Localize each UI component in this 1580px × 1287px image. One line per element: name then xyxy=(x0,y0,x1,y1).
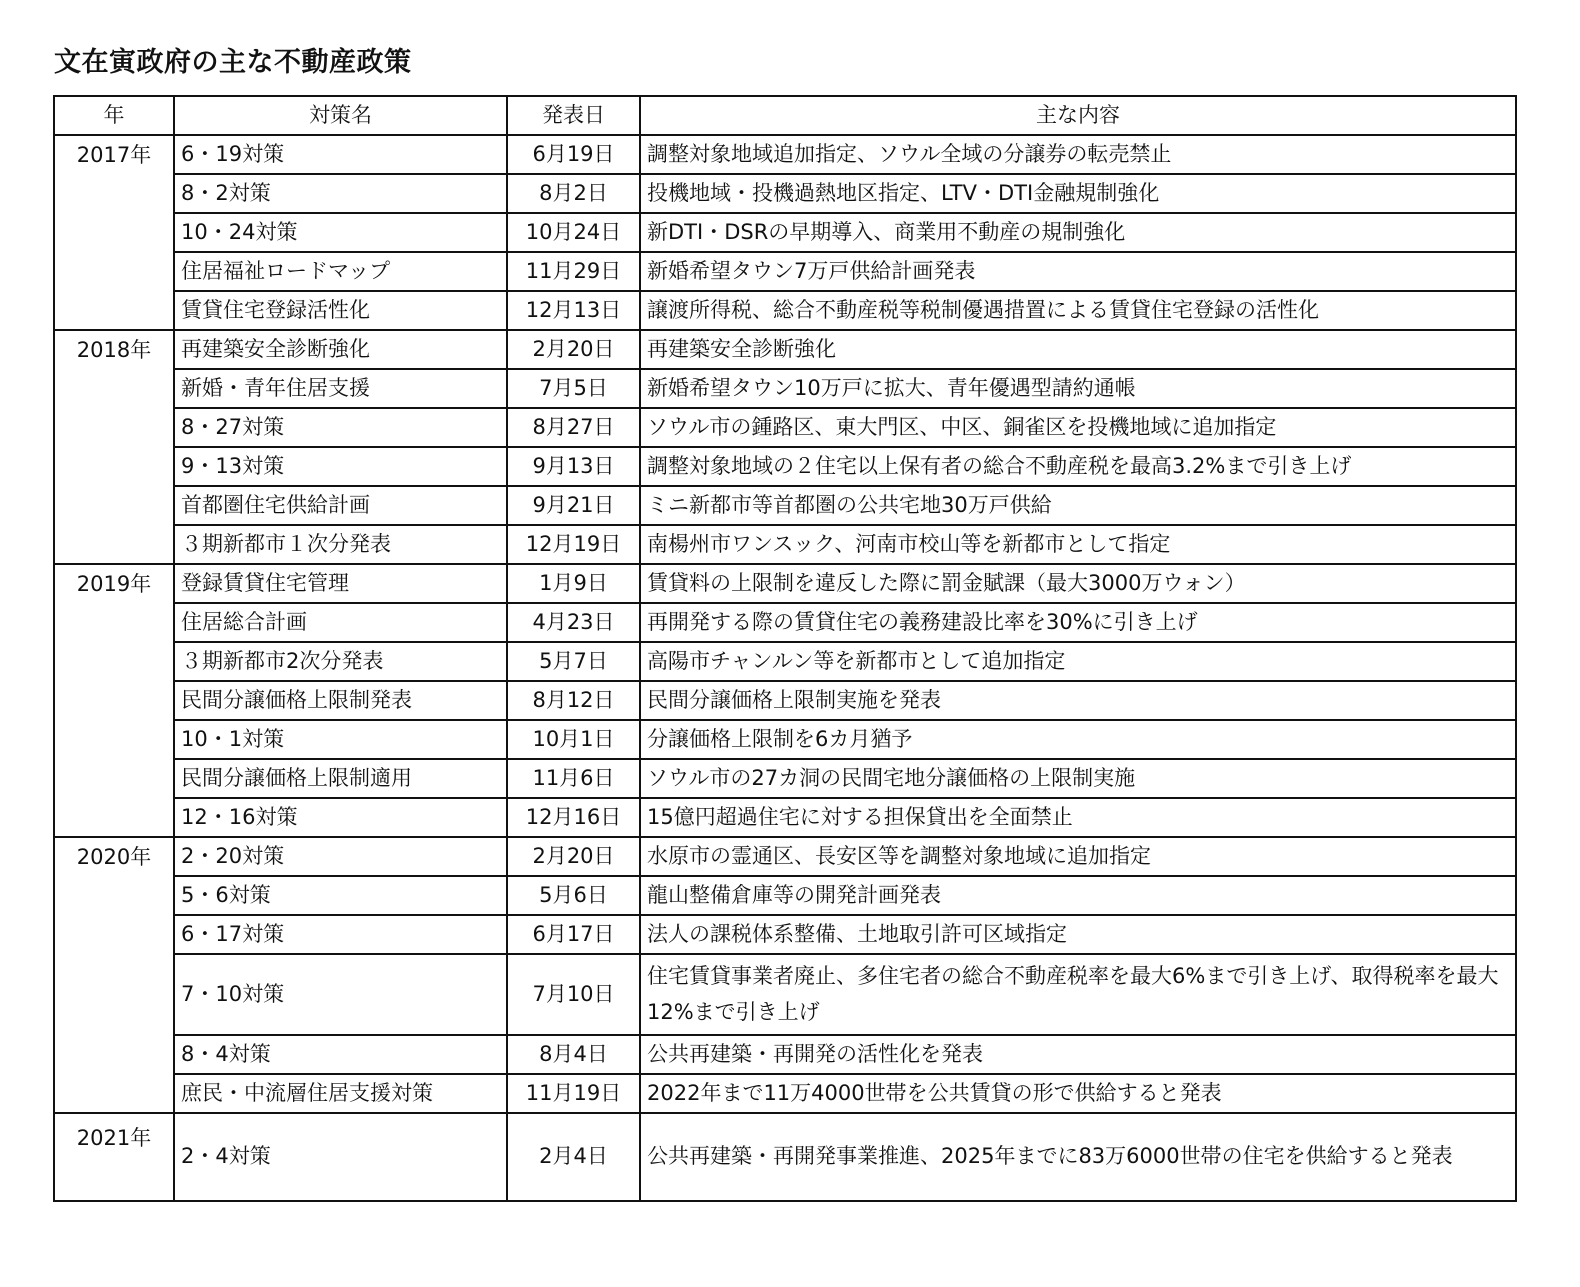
date-cell: 11月6日 xyxy=(507,759,640,798)
policy-name-cell: 8・2対策 xyxy=(174,174,507,213)
date-cell: 6月19日 xyxy=(507,135,640,174)
date-cell: 8月27日 xyxy=(507,408,640,447)
content-cell: 投機地域・投機過熱地区指定、LTV・DTI金融規制強化 xyxy=(640,174,1516,213)
content-cell: 住宅賃貸事業者廃止、多住宅者の総合不動産税率を最大6%まで引き上げ、取得税率を最大12%まで引き上げ xyxy=(640,954,1516,1035)
policy-name-cell: 12・16対策 xyxy=(174,798,507,837)
table-row xyxy=(54,369,1516,408)
table-row xyxy=(54,486,1516,525)
table-row xyxy=(54,642,1516,681)
policy-name-cell: 登録賃貸住宅管理 xyxy=(174,564,507,603)
header-date: 発表日 xyxy=(507,96,640,135)
policy-table xyxy=(53,95,1517,1202)
table-row xyxy=(54,525,1516,564)
policy-name-cell: 再建築安全診断強化 xyxy=(174,330,507,369)
content-cell: 新婚希望タウン10万戸に拡大、青年優遇型請約通帳 xyxy=(640,369,1516,408)
policy-name-cell: 庶民・中流層住居支援対策 xyxy=(174,1074,507,1113)
date-cell: 2月20日 xyxy=(507,330,640,369)
table-row xyxy=(54,759,1516,798)
policy-name-cell: 住居福祉ロードマップ xyxy=(174,252,507,291)
policy-name-cell: 首都圏住宅供給計画 xyxy=(174,486,507,525)
content-cell: ミニ新都市等首都圏の公共宅地30万戸供給 xyxy=(640,486,1516,525)
policy-name-cell: 住居総合計画 xyxy=(174,603,507,642)
table-row xyxy=(54,135,1516,174)
table-row xyxy=(54,1035,1516,1074)
date-cell: 12月19日 xyxy=(507,525,640,564)
table-row xyxy=(54,603,1516,642)
content-cell: 法人の課税体系整備、土地取引許可区域指定 xyxy=(640,915,1516,954)
content-cell: 2022年まで11万4000世帯を公共賃貸の形で供給すると発表 xyxy=(640,1074,1516,1113)
date-cell: 11月29日 xyxy=(507,252,640,291)
header-row xyxy=(54,96,1516,135)
table-row xyxy=(54,213,1516,252)
header-policy-name: 対策名 xyxy=(174,96,507,135)
table-row xyxy=(54,798,1516,837)
content-cell: 賃貸料の上限制を違反した際に罰金賦課（最大3000万ウォン） xyxy=(640,564,1516,603)
date-cell: 8月2日 xyxy=(507,174,640,213)
year-cell: 2018年 xyxy=(54,330,174,564)
date-cell: 6月17日 xyxy=(507,915,640,954)
policy-name-cell: 民間分譲価格上限制発表 xyxy=(174,681,507,720)
date-cell: 12月13日 xyxy=(507,291,640,330)
table-row xyxy=(54,408,1516,447)
year-cell: 2021年 xyxy=(54,1113,174,1201)
content-cell: 分譲価格上限制を6カ月猶予 xyxy=(640,720,1516,759)
table-row xyxy=(54,681,1516,720)
content-cell: 水原市の霊通区、長安区等を調整対象地域に追加指定 xyxy=(640,837,1516,876)
policy-name-cell: ３期新都市2次分発表 xyxy=(174,642,507,681)
date-cell: 10月24日 xyxy=(507,213,640,252)
table-row xyxy=(54,330,1516,369)
content-cell: 15億円超過住宅に対する担保貸出を全面禁止 xyxy=(640,798,1516,837)
content-cell: 再建築安全診断強化 xyxy=(640,330,1516,369)
table-row xyxy=(54,291,1516,330)
policy-name-cell: 6・19対策 xyxy=(174,135,507,174)
content-cell: 新婚希望タウン7万戸供給計画発表 xyxy=(640,252,1516,291)
policy-name-cell: 10・1対策 xyxy=(174,720,507,759)
content-cell: 公共再建築・再開発の活性化を発表 xyxy=(640,1035,1516,1074)
table-row xyxy=(54,252,1516,291)
content-cell: 南楊州市ワンスック、河南市校山等を新都市として指定 xyxy=(640,525,1516,564)
table-row xyxy=(54,837,1516,876)
date-cell: 10月1日 xyxy=(507,720,640,759)
date-cell: 1月9日 xyxy=(507,564,640,603)
table-row xyxy=(54,174,1516,213)
content-cell: ソウル市の27カ洞の民間宅地分譲価格の上限制実施 xyxy=(640,759,1516,798)
policy-name-cell: 8・27対策 xyxy=(174,408,507,447)
date-cell: 5月6日 xyxy=(507,876,640,915)
content-cell: 公共再建築・再開発事業推進、2025年までに83万6000世帯の住宅を供給すると発表 xyxy=(640,1113,1516,1201)
date-cell: 2月20日 xyxy=(507,837,640,876)
content-cell: ソウル市の鍾路区、東大門区、中区、銅雀区を投機地域に追加指定 xyxy=(640,408,1516,447)
year-cell: 2020年 xyxy=(54,837,174,1113)
date-cell: 5月7日 xyxy=(507,642,640,681)
content-cell: 再開発する際の賃貸住宅の義務建設比率を30%に引き上げ xyxy=(640,603,1516,642)
content-cell: 民間分譲価格上限制実施を発表 xyxy=(640,681,1516,720)
table-row xyxy=(54,876,1516,915)
policy-name-cell: 賃貸住宅登録活性化 xyxy=(174,291,507,330)
header-content: 主な内容 xyxy=(640,96,1516,135)
table-row xyxy=(54,447,1516,486)
content-cell: 調整対象地域追加指定、ソウル全域の分譲券の転売禁止 xyxy=(640,135,1516,174)
policy-name-cell: 6・17対策 xyxy=(174,915,507,954)
page-title: 文在寅政府の主な不動産政策 xyxy=(54,47,412,78)
table-row xyxy=(54,564,1516,603)
content-cell: 龍山整備倉庫等の開発計画発表 xyxy=(640,876,1516,915)
date-cell: 12月16日 xyxy=(507,798,640,837)
table-row xyxy=(54,1113,1516,1201)
table-row xyxy=(54,1074,1516,1113)
date-cell: 9月21日 xyxy=(507,486,640,525)
date-cell: 4月23日 xyxy=(507,603,640,642)
policy-name-cell: 2・4対策 xyxy=(174,1113,507,1201)
table-row xyxy=(54,954,1516,1035)
date-cell: 11月19日 xyxy=(507,1074,640,1113)
date-cell: 8月12日 xyxy=(507,681,640,720)
content-cell: 新DTI・DSRの早期導入、商業用不動産の規制強化 xyxy=(640,213,1516,252)
policy-name-cell: ３期新都市１次分発表 xyxy=(174,525,507,564)
date-cell: 7月5日 xyxy=(507,369,640,408)
date-cell: 7月10日 xyxy=(507,954,640,1035)
table-row xyxy=(54,915,1516,954)
policy-name-cell: 10・24対策 xyxy=(174,213,507,252)
year-cell: 2017年 xyxy=(54,135,174,330)
policy-name-cell: 9・13対策 xyxy=(174,447,507,486)
policy-name-cell: 2・20対策 xyxy=(174,837,507,876)
table-row xyxy=(54,720,1516,759)
policy-name-cell: 7・10対策 xyxy=(174,954,507,1035)
date-cell: 9月13日 xyxy=(507,447,640,486)
header-year: 年 xyxy=(54,96,174,135)
policy-name-cell: 8・4対策 xyxy=(174,1035,507,1074)
policy-name-cell: 5・6対策 xyxy=(174,876,507,915)
date-cell: 2月4日 xyxy=(507,1113,640,1201)
date-cell: 8月4日 xyxy=(507,1035,640,1074)
year-cell: 2019年 xyxy=(54,564,174,837)
content-cell: 調整対象地域の２住宅以上保有者の総合不動産税を最高3.2%まで引き上げ xyxy=(640,447,1516,486)
policy-name-cell: 新婚・青年住居支援 xyxy=(174,369,507,408)
content-cell: 高陽市チャンルン等を新都市として追加指定 xyxy=(640,642,1516,681)
content-cell: 譲渡所得税、総合不動産税等税制優遇措置による賃貸住宅登録の活性化 xyxy=(640,291,1516,330)
policy-name-cell: 民間分譲価格上限制適用 xyxy=(174,759,507,798)
